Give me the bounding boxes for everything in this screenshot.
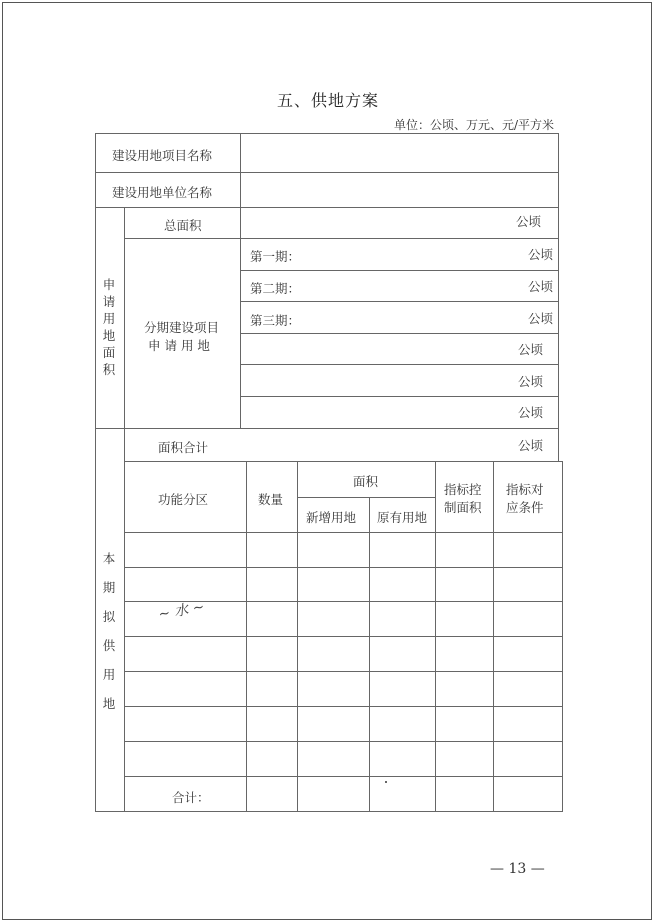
phase-unit: 公顷 [528,279,554,294]
col-condition-line2: 应条件 [506,500,544,515]
col-existing-land: 原有用地 [377,510,428,525]
ink-dot [385,781,387,783]
phase-label: 第一期： [250,249,301,264]
col-indicator-line2: 制面积 [444,500,482,515]
col-condition-line1: 指标对 [506,482,544,497]
total-area-unit: 公顷 [516,214,542,229]
page-title: 五、供地方案 [276,91,379,110]
col-area: 面积 [353,474,379,489]
col-quantity: 数量 [258,492,284,507]
col-function: 功能分区 [158,492,209,507]
phased-label-line2: 申 请 用 地 [148,338,210,353]
handwritten-mark: ~ 水 ~ [157,599,206,623]
phased-label-line1: 分期建设项目 [144,320,220,335]
unit-note: 单位：公顷、万元、元/平方米 [393,118,554,132]
phase-unit: 公顷 [518,374,544,389]
col-indicator-line1: 指标控 [444,482,482,497]
phase-unit: 公顷 [518,405,544,420]
total-label: 合计： [172,790,210,805]
unit-name-label: 建设用地单位名称 [112,185,213,200]
page-number: — 13 — [490,861,545,877]
phase-unit: 公顷 [528,247,554,262]
supply-label: 本 期 拟 供 用 地 [102,551,116,711]
phase-unit: 公顷 [518,342,544,357]
area-sum-unit: 公顷 [518,438,544,453]
phase-label: 第二期： [250,281,301,296]
phase-label: 第三期： [250,313,301,328]
total-area-label: 总面积 [164,218,202,233]
area-sum-label: 面积合计 [158,440,209,455]
apply-area-label: 申 请 用 地 面 积 [102,277,116,377]
project-name-label: 建设用地项目名称 [112,148,213,163]
phase-unit: 公顷 [528,311,554,326]
col-new-land: 新增用地 [306,510,357,525]
